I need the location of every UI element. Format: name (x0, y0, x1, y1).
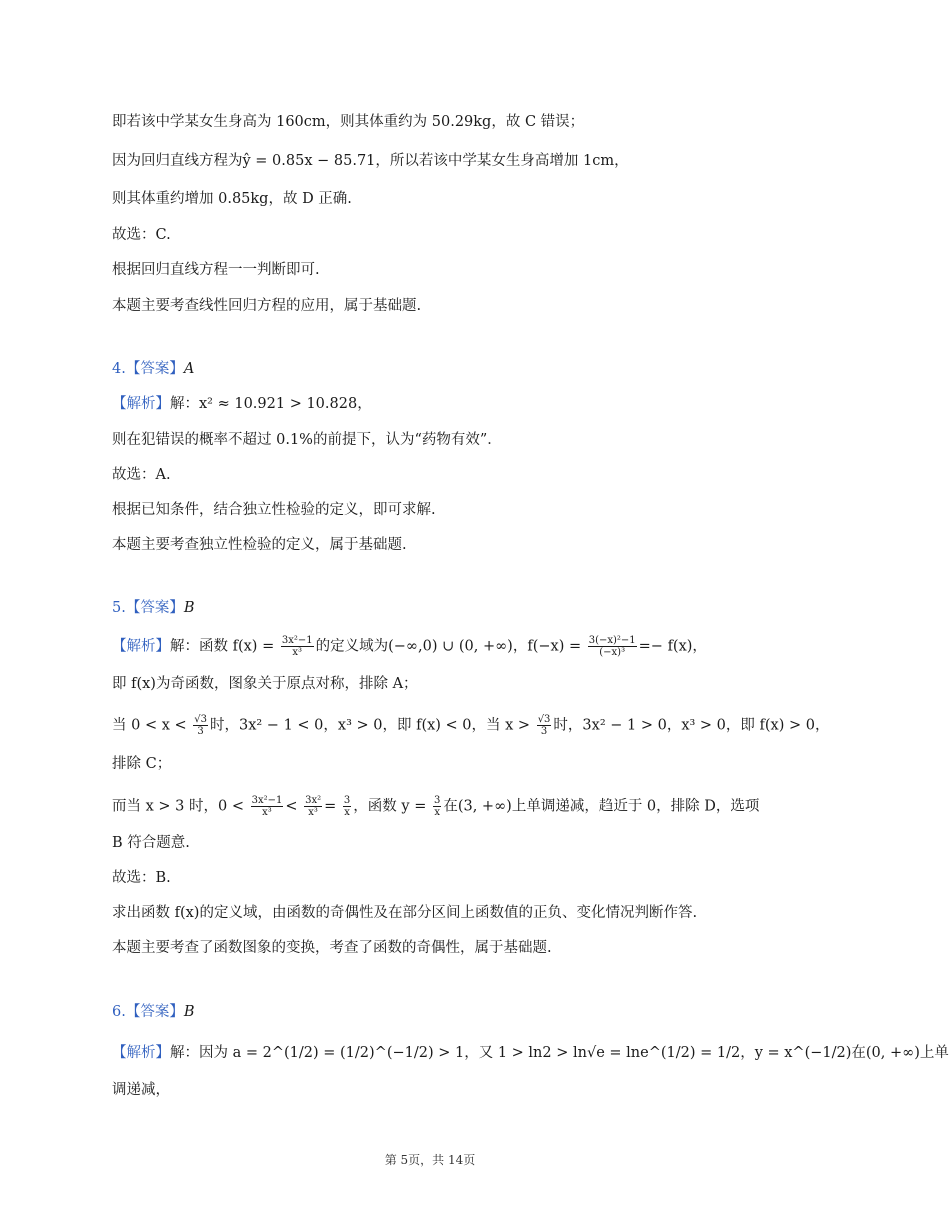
analysis-line (112, 635, 752, 658)
text-line: 本题主要考查了函数图象的变换，考查了函数的奇偶性，属于基础题. (112, 940, 552, 956)
analysis-line (112, 1042, 949, 1064)
answer-value: B (183, 600, 195, 616)
text-line: B 符合题意. (112, 835, 190, 851)
fraction: $\frac{3}{x}$ (433, 795, 441, 818)
formula-line: 而当 x > 3 时，0 < $\frac{\text{3x²−1}}{\text{x³}}$ < $\frac{\text{3x²}}{\text{x³}}$ = $\frac{3}{x}$ ，函数 y = $\frac{3}{x}$ 在(3, +∞)上单调递减，趋近于 0，排除 D，选项 (112, 795, 760, 818)
answer-heading-q4 (112, 358, 752, 380)
answer-value: B (183, 1004, 195, 1020)
fraction: $\frac{3}{x}$ (343, 795, 351, 818)
fraction: $\frac{\text{3x²−1}}{\text{x³}}$ (251, 795, 283, 818)
text-line: 根据已知条件，结合独立性检验的定义，即可求解. (112, 502, 436, 518)
text-line: 故选：C. (112, 227, 171, 243)
fraction: $\frac{√3}{3}$ (194, 714, 207, 737)
text-line: 则其体重约增加 0.85kg，故 D 正确. (112, 191, 352, 207)
fraction: $\frac{\text{3x²}}{\text{x³}}$ (305, 795, 322, 818)
text-line: 排除 C； (112, 756, 172, 772)
text-line: 即若该中学某女生身高为 160cm，则其体重约为 50.29kg，故 C 错误； (112, 114, 585, 130)
analysis-text: 解：x² ≈ 10.921 > 10.828， (170, 396, 372, 412)
page-footer: 第 5页，共 14页 (384, 1153, 476, 1167)
answer-heading-q6 (112, 1001, 752, 1023)
analysis-tag: 【解析】 (112, 638, 170, 655)
text-line: 本题主要考查独立性检验的定义，属于基础题. (112, 537, 407, 553)
formula-text: 的定义域为(−∞,0) ∪ (0, +∞)，f(−x) = (315, 638, 582, 655)
answer-tag: 【答案】 (125, 600, 184, 616)
analysis-tag: 【解析】 (112, 1045, 170, 1061)
fraction: $\frac{\text{3(−x)²−1}}{\text{(−x)³}}$ (588, 635, 636, 658)
text-line: 本题主要考查线性回归方程的应用，属于基础题. (112, 298, 422, 314)
fraction: $\frac{√3}{3}$ (537, 714, 551, 737)
text-line: 调递减， (112, 1082, 170, 1098)
text-line: 根据回归直线方程一一判断即可. (112, 262, 320, 278)
answer-value: A (183, 361, 195, 377)
text-line: 故选：A. (112, 467, 171, 483)
formula-text: 解：函数 f(x) = (170, 638, 275, 655)
text-line: 故选：B. (112, 870, 171, 886)
answer-tag: 【答案】 (125, 361, 184, 377)
analysis-line (112, 393, 752, 415)
fraction: $\frac{\text{3x²−1}}{\text{x³}}$ (281, 635, 313, 658)
formula-text: =− f(x)， (638, 638, 707, 655)
analysis-text: 解：因为 a = 2^(1/2) = (1/2)^(−1/2) > 1，又 1 > ln2 > ln√e = lne^(1/2) = 1/2，y = x^(−1/2)在(0, +∞)上单 (170, 1045, 949, 1061)
answer-tag: 【答案】 (125, 1004, 184, 1020)
text-line: 则在犯错误的概率不超过 0.1%的前提下，认为“药物有效”． (112, 432, 502, 448)
formula-line: 当 0 < x < $\frac{√3}{3}$ 时，3x² − 1 < 0，x³ > 0，即 f(x) < 0，当 x > $\frac{√3}{3}$ 时，3x² − 1 > 0，x³ > 0，即 f(x) > 0， (112, 714, 830, 737)
text-line: 因为回归直线方程为ŷ = 0.85x − 85.71，所以若该中学某女生身高增加 1cm， (112, 153, 629, 169)
question-number: 4. (112, 361, 126, 377)
analysis-tag: 【解析】 (112, 396, 170, 412)
answer-heading-q5 (112, 597, 752, 619)
question-number: 6. (112, 1004, 126, 1020)
text-line: 即 f(x)为奇函数，图象关于原点对称，排除 A； (112, 676, 418, 692)
question-number: 5. (112, 600, 126, 616)
text-line: 求出函数 f(x)的定义域，由函数的奇偶性及在部分区间上函数值的正负、变化情况判断作答. (112, 905, 698, 921)
